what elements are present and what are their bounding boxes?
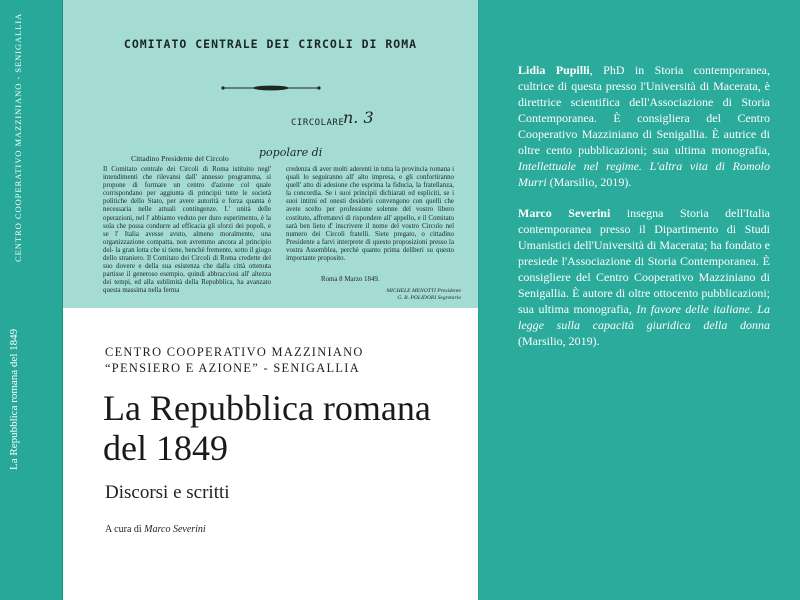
publisher-line-1: CENTRO COOPERATIVO MAZZINIANO [105, 345, 364, 359]
book-title [103, 388, 431, 468]
document-salutation [131, 154, 229, 163]
bio-text: insegna Storia dell'Italia contemporanea presso il Dipartimento di Studi Umanistici dell'Università di Macerata; ha fondato e presiede l'Associazione di Storia Contemporanea. È consigliere del Centro Cooperativo Mazziniano di Senigallia. È autore di oltre ottocento pubblicazioni; sua ultima monografia, [518, 206, 770, 316]
book-spine [0, 0, 62, 600]
signature-president: MICHELE MENOTTI Presidente [386, 288, 461, 294]
cover-publisher [105, 344, 364, 376]
signature-secretary: G. B. POLIDORI Segretario [397, 295, 461, 301]
document-column-right: credenza di aver molti aderenti in tutta la provincia romana i quali lo seguiranno all' alto impresa, e gli confortiranno quell' atto di adesione che esprima la fiducia, la fratellanza, la concordia. Se i suoi principii dichiarati ed espliciti, se i suoi intimi ed onesti desiderii convengono con quelli che avete scelto per professione solenne del vostro libero costituto, affrettatevi di rispondere all' appello, e il Comitato sarà ben lieto d' inscrivere il nome del vostro Circolo nel numero dei Circoli fratelli. Siete pregato, o cittadino Presidente a farvi interprete di questo proposizioni presso la vostra Assemblea, perchè quanto prima deliberi su questo importante proposito. [286, 166, 454, 263]
document-signatures [341, 288, 461, 302]
salutation-text: Cittadino Presidente del Circolo [131, 154, 229, 163]
handwritten-circle-name: popolare di [259, 146, 323, 159]
bio-author-name: Lidia Pupilli [518, 63, 590, 77]
author-bio-severini [518, 205, 770, 349]
title-line-2: del 1849 [103, 428, 228, 468]
title-line-1: La Repubblica romana [103, 388, 431, 428]
editor-name: Marco Severini [144, 524, 206, 535]
author-bio-pupilli [518, 62, 770, 190]
editor-prefix: A cura di [105, 524, 142, 535]
bio-tail: (Marsilio, 2019). [546, 175, 632, 189]
bio-text: , PhD in Storia contemporanea, cultrice di questa presso l'Università di Macerata, è direttrice scientifica dell'Associazione di Storia Contemporanea. È consigliera del Centro Cooperativo Mazziniano di Senigallia. È autrice di oltre cento pubblicazioni; sua ultima monografia, [518, 63, 770, 157]
circolare-label [291, 118, 344, 128]
document-column-left: Il Comitato centrale dei Circoli di Roma istituito negl' intendimenti che rilevansi dall' annesso programma, si propone di formare un centro d'azione col quale corrispondano per aggiunta di principii tutte le società politiche dello Stato, per avere autorità e forza quanta è necessaria nelle attuali contingenze. L' unità delle operazioni, nel l' abbiamo veduto per duro esperimento, è la sola che possa condurre ad efficacia gli sforzi dei popoli, e se l' Italia avesse avuto, almeno moralmente, una organizzazione compatta, non avremmo ancora al principio del- la gran lotta che si tiene, benchè fremente, sotto il giogo dello straniero. Il Comitato dei Circoli di Roma credette del suo dovere e della sua esistenza che dalla città ottenuta partisse il generoso esempio, quindi abbracciosi all' altezza dei tempi, ed alla sublimità della Repubblica, ha avanzato questa massima nella ferma [103, 166, 271, 295]
spine-publisher: CENTRO COOPERATIVO MAZZINIANO - SENIGALLIA [13, 12, 23, 262]
back-cover-edge [478, 0, 479, 600]
ornamental-rule-icon [221, 84, 321, 92]
book-subtitle: Discorsi e scritti [105, 482, 230, 503]
bio-book-title: Intellettuale nel regime. L'altra vita di Romolo Murri [518, 159, 770, 189]
cover-title-panel [63, 308, 478, 600]
bio-tail: (Marsilio, 2019). [518, 334, 600, 348]
circolare-text: CIRCOLARE [291, 118, 345, 128]
book-editor [105, 524, 206, 535]
document-heading: COMITATO CENTRALE DEI CIRCOLI DI ROMA [123, 37, 418, 51]
publisher-line-2: “PENSIERO E AZIONE” - SENIGALLIA [105, 361, 360, 375]
bio-author-name: Marco Severini [518, 206, 611, 220]
spine-title: La Repubblica romana del 1849 [8, 328, 20, 470]
handwritten-number: n. 3 [343, 108, 374, 127]
bio-book-title: In favore delle italiane. La legge sulla capacità giuridica della donna [518, 302, 770, 332]
document-date: Roma 8 Marzo 1849. [321, 276, 380, 283]
historical-document-image [63, 0, 478, 308]
